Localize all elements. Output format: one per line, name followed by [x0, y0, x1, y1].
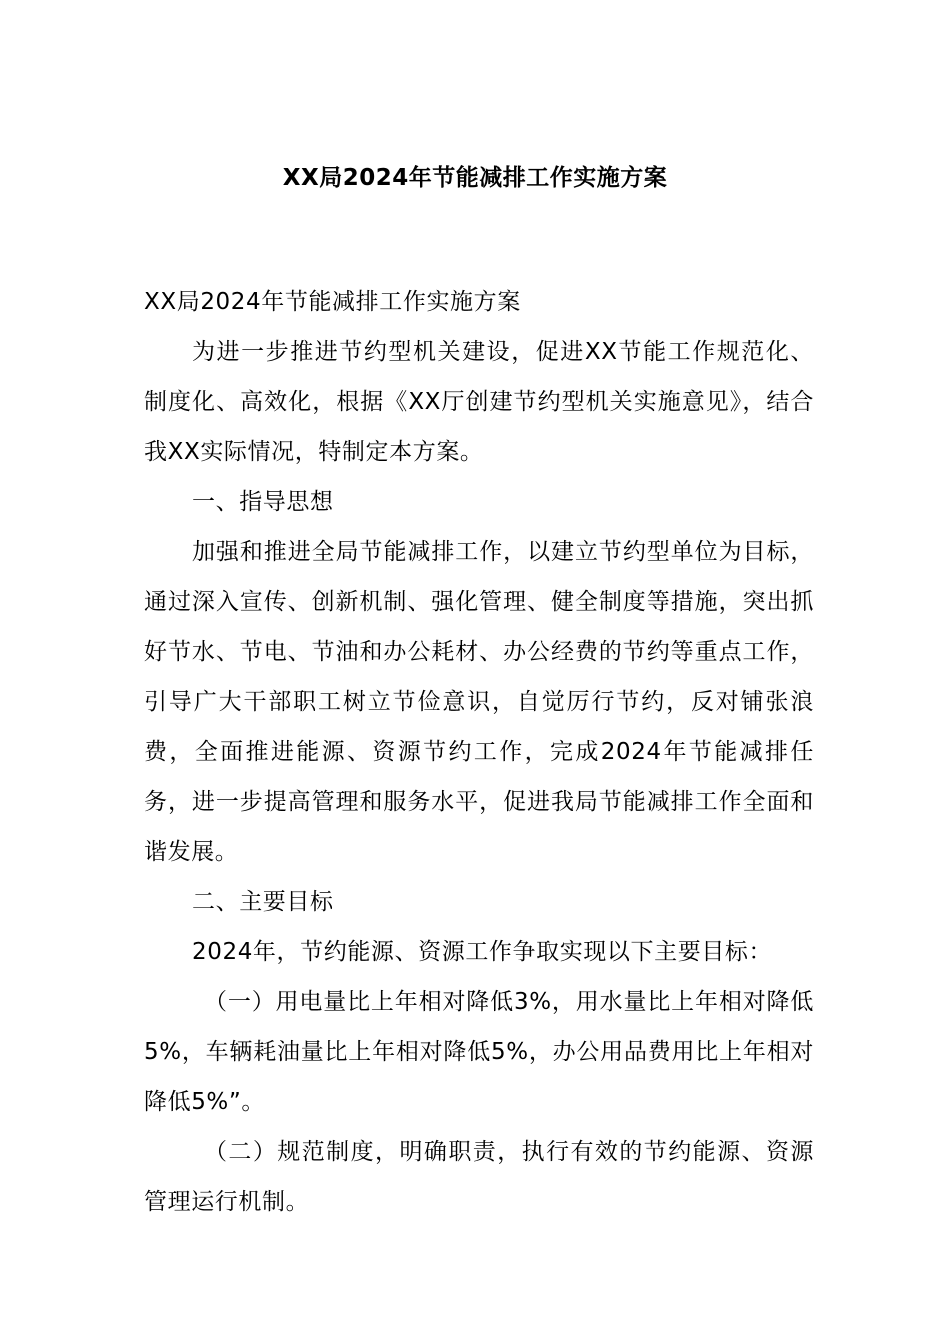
goal-item-2: （二）规范制度，明确职责，执行有效的节约能源、资源管理运行机制。	[144, 1139, 814, 1215]
document-title: XX局2024年节能减排工作实施方案	[282, 165, 668, 191]
section-heading-main-goals: 二、主要目标	[192, 889, 334, 915]
main-goals-intro-paragraph: 2024年，节约能源、资源工作争取实现以下主要目标：	[192, 939, 773, 965]
document-body	[144, 277, 814, 1227]
intro-paragraph: 为进一步推进节约型机关建设，促进XX节能工作规范化、制度化、高效化，根据《XX厅创建节约型机关实施意见》，结合我XX实际情况，特制定本方案。	[144, 339, 814, 465]
section-heading-guiding-ideology: 一、指导思想	[192, 489, 334, 515]
goal-item-1: （一）用电量比上年相对降低3%，用水量比上年相对降低5%，车辆耗油量比上年相对降低5%，办公用品费用比上年相对降低5%”。	[144, 989, 814, 1115]
document-subtitle: XX局2024年节能减排工作实施方案	[144, 289, 521, 315]
guiding-ideology-paragraph: 加强和推进全局节能减排工作，以建立节约型单位为目标，通过深入宣传、创新机制、强化管理、健全制度等措施，突出抓好节水、节电、节油和办公耗材、办公经费的节约等重点工作，引导广大干部职工树立节俭意识，自觉厉行节约，反对铺张浪费，全面推进能源、资源节约工作，完成2024年节能减排任务，进一步提高管理和服务水平，促进我局节能减排工作全面和谐发展。	[144, 539, 814, 865]
